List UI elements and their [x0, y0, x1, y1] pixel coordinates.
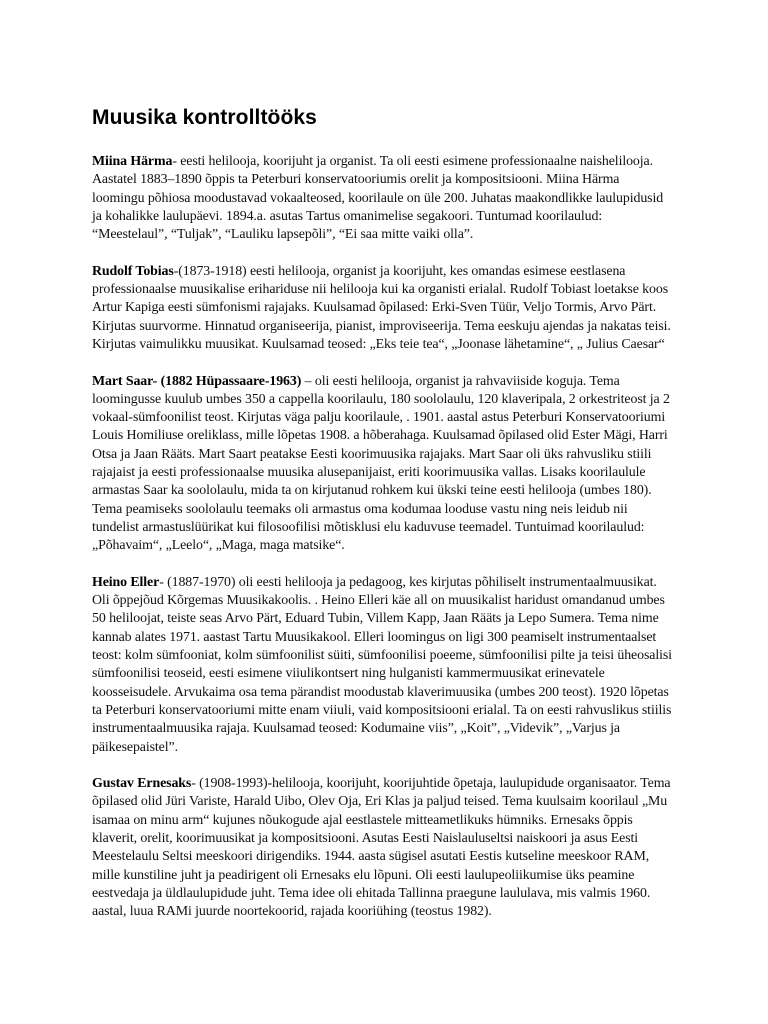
paragraph-mart-saar [92, 373, 672, 556]
composer-name: Heino Eller [92, 574, 160, 590]
composer-name: Rudolf Tobias [92, 263, 174, 279]
paragraph-gustav-ernesaks [92, 775, 672, 921]
paragraph-miina-harma [92, 153, 672, 244]
document-title: Muusika kontrolltööks [92, 106, 317, 129]
paragraph-text: -(1873-1918) eesti helilooja, organist ja koorijuht, kes omandas esimese eestlasena professionaalse muusikalise erihariduse nii helilooja kui ka organisti erialal. Rudolf Tobiast loetakse koos Artur Kapiga eesti sümfonismi rajajaks. Kuulsamad õpilased: Erki-Sven Tüür, Veljo Tormis, Arvo Pärt. Kirjutas suurvorme. Hinnatud organiseerija, pianist, improviseerija. Tema eeskuju ajendas ja nakatas teisi. Kirjutas vaimulikku muusikat. Kuulsamad teosed: „Eks teie tea“, „Joonase lähetamine“, „ Julius Caesar“ [92, 263, 671, 352]
composer-name: Miina Härma [92, 154, 173, 169]
document-body [92, 153, 672, 940]
paragraph-text: – oli eesti helilooja, organist ja rahvaviiside koguja. Tema loomingusse kuulub umbes 350 a cappella koorilaulu, 180 soololaulu, 120 klaveripala, 2 orkestriteost ja 2 vokaal-sümfoonilist teost. Kirjutas väga palju koorilaule, . 1901. aastal astus Peterburi Konservatooriumi Louis Homiliuse oreliklass, mille lõpetas 1908. a hõberahaga. Kuulsamad õpilased olid Ester Mägi, Harri Otsa ja Jaan Rääts. Mart Saart peatakse Eesti koorimuusika rajajaks. Mart Saar oli üks rahvusliku stiili rajajaist ja eesti professionaalse muusika alusepanijaist, eriti koorimuusika vallas. Lisaks koorilaulule armastas Saar ka soololaulu, mida ta on kirjutanud rohkem kui ükski teine eesti helilooja (umbes 180). Tema peamiseks soololaulu teemaks oli armastus oma kodumaa looduse vastu ning neis leidub nii tundelist armastuslüürikat kui filosoofilisi mõtisklusi elu kaduvuse teemadel. Tuntuimad koorilaulud: „Põhavaim“, „Leelo“, „Maga, maga matsike“. [92, 373, 670, 554]
paragraph-heino-eller [92, 574, 672, 757]
paragraph-text: - (1887-1970) oli eesti helilooja ja pedagoog, kes kirjutas põhiliselt instrumentaalmuusikat. Oli õppejõud Kõrgemas Muusikakoolis. . Heino Elleri käe all on muusikalist haridust omandanud umbes 50 heliloojat, teiste seas Arvo Pärt, Eduard Tubin, Villem Kapp, Jaan Rääts ja Lepo Sumera. Tema nime kannab alates 1971. aastast Tartu Muusikakool. Elleri loomingus on ligi 300 peamiselt instrumentaalset teost: kolm sümfooniat, kolm sümfoonilist süiti, sümfoonilisi poeeme, sümfoonilisi pilte ja teisi üheosalisi sümfoonilisi teoseid, eesti esimene viiulikontsert ning hulganisti kammermuusikat erinevatele koosseisudele. Arvukaima osa tema pärandist moodustab klaverimuusika (umbes 200 teost). 1920 lõpetas ta Peterburi konservatooriumi mitte enam viiuli, vaid kompositsiooni erialal. Ta on eesti rahvuslikus stiilis instrumentaalmuusika rajaja. Kuulsamad teosed: Kodumaine viis”, „Koit”, „Videvik”, „Varjus ja päikesepaistel”. [92, 574, 672, 755]
composer-name: Gustav Ernesaks [92, 776, 192, 792]
paragraph-rudolf-tobias [92, 263, 672, 354]
paragraph-text: - (1908-1993)-helilooja, koorijuht, koorijuhtide õpetaja, laulupidude organisaator. Tema õpilased olid Jüri Variste, Harald Uibo, Olev Oja, Eri Klas ja paljud teised. Tema kuulsaim koorilaul „Mu isamaa on minu arm“ kujunes nõukogude ajal eestlastele mitteametlikuks hümniks. Ernesaks õppis klaverit, orelit, koorimuusikat ja kompositsiooni. Asutas Eesti Naislauluseltsi naiskoori ja asus Eesti Meestelaulu Seltsi meeskoori dirigendiks. 1944. aasta sügisel asutati Eestis kutseline meeskoor RAM, mille kunstiline juht ja peadirigent oli Ernesaks elu lõpuni. Oli eesti laulupeoliikumise üks peamine eestvedaja ja üldlaulupidude juht. Tema idee oli ehitada Tallinna praegune laululava, mis valmis 1960. aastal, luua RAMi juurde noortekoorid, rajada kooriühing (teostus 1982). [92, 776, 671, 920]
paragraph-text: - eesti helilooja, koorijuht ja organist. Ta oli eesti esimene professionaalne naishelilooja. Aastatel 1883–1890 õppis ta Peterburi konservatooriumis orelit ja kompositsiooni. Miina Härma loomingu põhiosa moodustavad vokaalteosed, koorilaule on üle 200. Juhatas maakondlikke laulupidusid ja kohalikke laulupäevi. 1894.a. asutas Tartus omanimelise segakoori. Tuntumad koorilaulud: “Meestelaul”, “Tuljak”, “Lauliku lapsepõli”, “Ei saa mitte vaiki olla”. [92, 154, 664, 243]
composer-name: Mart Saar- (1882 Hüpassaare-1963) [92, 373, 302, 389]
